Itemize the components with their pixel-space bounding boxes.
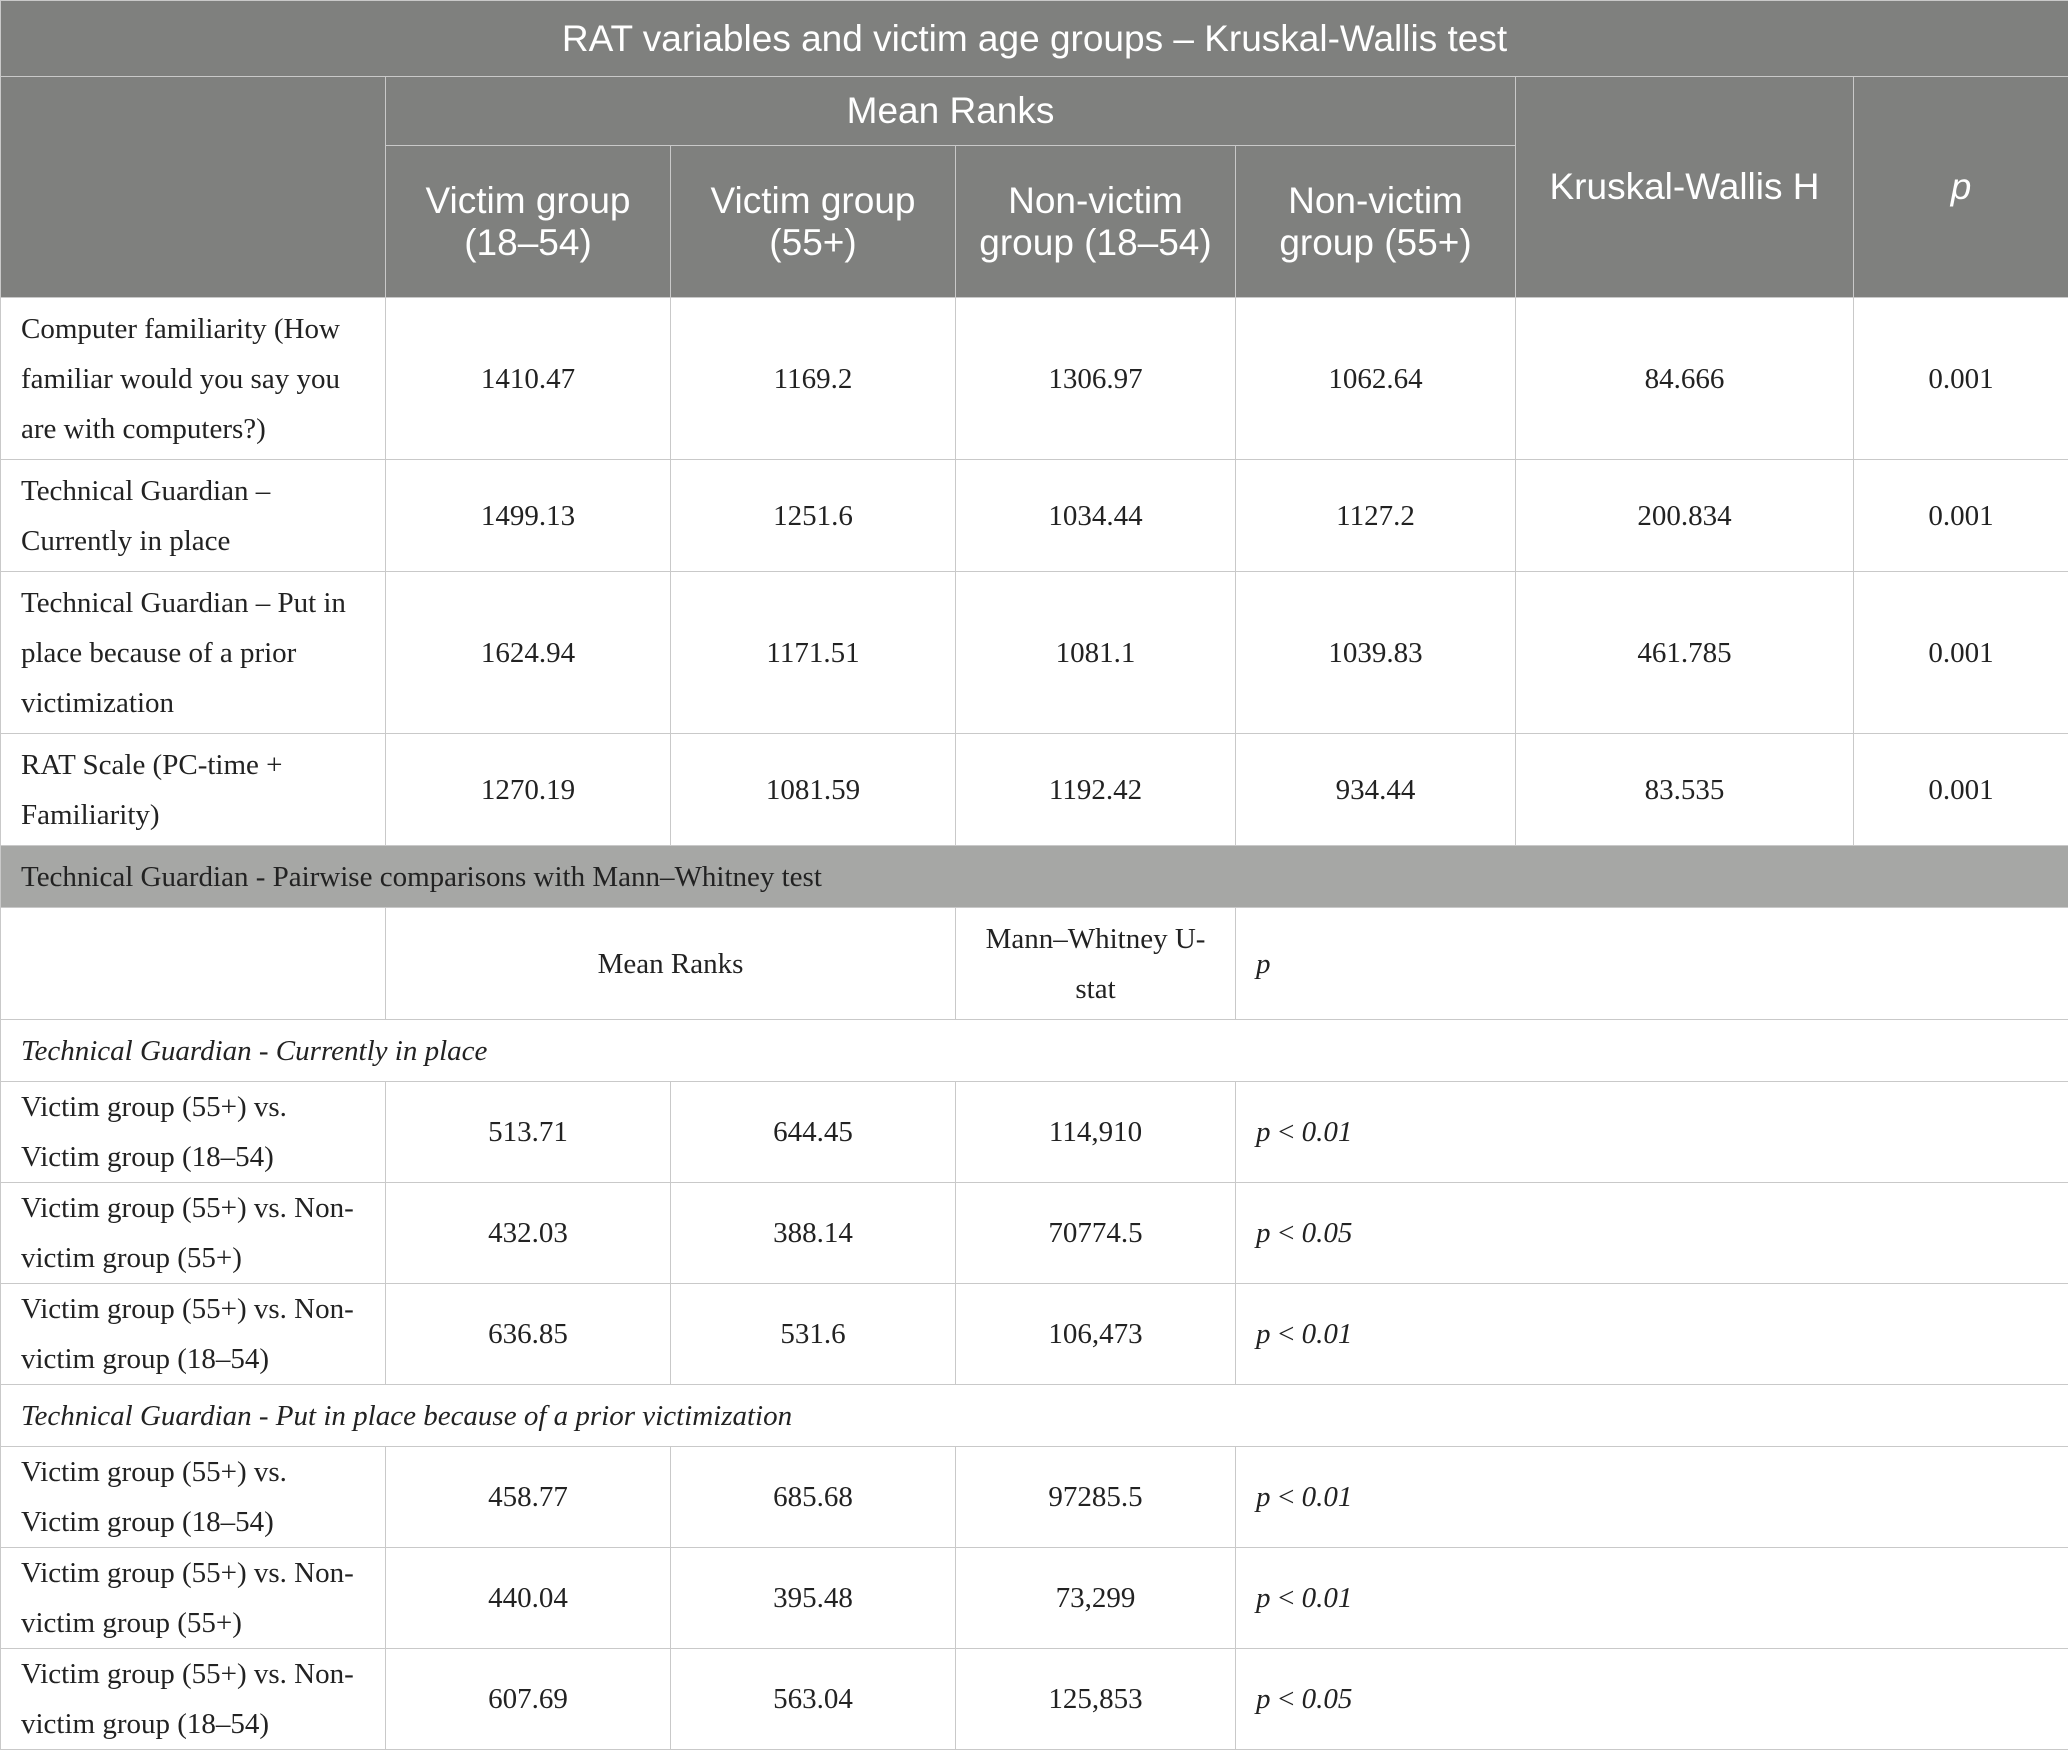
row-label: Victim group (55+) vs. Non-victim group (18–54) xyxy=(1,1649,386,1750)
cell-victim-55: 1251.6 xyxy=(671,460,956,572)
cell-p: p < 0.01 xyxy=(1236,1548,2068,1649)
cell-nonvictim-18-54: 1306.97 xyxy=(956,298,1236,460)
cell-u-stat: 114,910 xyxy=(956,1082,1236,1183)
pairwise-header-p: p xyxy=(1236,908,2068,1020)
cell-p: p < 0.05 xyxy=(1236,1649,2068,1750)
header-row-mean-ranks xyxy=(1,77,2068,146)
pairwise-header-u-stat: Mann–Whitney U-stat xyxy=(956,908,1236,1020)
cell-kw-h: 84.666 xyxy=(1516,298,1854,460)
row-label: Technical Guardian – Currently in place xyxy=(1,460,386,572)
cell-victim-18-54: 1410.47 xyxy=(386,298,671,460)
cell-p: 0.001 xyxy=(1854,460,2068,572)
cell-mean-rank-2: 395.48 xyxy=(671,1548,956,1649)
cell-mean-rank-1: 607.69 xyxy=(386,1649,671,1750)
pairwise-subtitle-row xyxy=(1,1020,2068,1082)
pairwise-header-mean-ranks: Mean Ranks xyxy=(386,908,956,1020)
table-row xyxy=(1,1649,2068,1750)
header-kruskal-wallis-h: Kruskal-Wallis H xyxy=(1516,77,1854,298)
cell-p: 0.001 xyxy=(1854,298,2068,460)
cell-kw-h: 200.834 xyxy=(1516,460,1854,572)
header-col-victim-55: Victim group (55+) xyxy=(671,146,956,298)
cell-p: p < 0.01 xyxy=(1236,1447,2068,1548)
row-label: Victim group (55+) vs. Non-victim group (55+) xyxy=(1,1548,386,1649)
cell-p: 0.001 xyxy=(1854,572,2068,734)
cell-nonvictim-18-54: 1192.42 xyxy=(956,734,1236,846)
cell-mean-rank-2: 388.14 xyxy=(671,1183,956,1284)
row-label: Technical Guardian – Put in place because of a prior victimization xyxy=(1,572,386,734)
table-row xyxy=(1,1183,2068,1284)
cell-nonvictim-55: 1062.64 xyxy=(1236,298,1516,460)
cell-victim-55: 1081.59 xyxy=(671,734,956,846)
cell-mean-rank-1: 636.85 xyxy=(386,1284,671,1385)
cell-mean-rank-1: 440.04 xyxy=(386,1548,671,1649)
cell-u-stat: 106,473 xyxy=(956,1284,1236,1385)
header-mean-ranks: Mean Ranks xyxy=(386,77,1516,146)
row-label: Victim group (55+) vs. Victim group (18–54) xyxy=(1,1447,386,1548)
cell-mean-rank-1: 513.71 xyxy=(386,1082,671,1183)
table-row xyxy=(1,460,2068,572)
row-label: RAT Scale (PC-time + Familiarity) xyxy=(1,734,386,846)
cell-nonvictim-18-54: 1034.44 xyxy=(956,460,1236,572)
cell-p: p < 0.01 xyxy=(1236,1284,2068,1385)
cell-nonvictim-55: 1127.2 xyxy=(1236,460,1516,572)
cell-mean-rank-2: 563.04 xyxy=(671,1649,956,1750)
cell-nonvictim-55: 934.44 xyxy=(1236,734,1516,846)
table-row xyxy=(1,1284,2068,1385)
cell-u-stat: 70774.5 xyxy=(956,1183,1236,1284)
table-row xyxy=(1,298,2068,460)
cell-victim-18-54: 1499.13 xyxy=(386,460,671,572)
row-label: Victim group (55+) vs. Non-victim group (18–54) xyxy=(1,1284,386,1385)
table-row xyxy=(1,1548,2068,1649)
header-col-victim-18-54: Victim group (18–54) xyxy=(386,146,671,298)
cell-victim-18-54: 1624.94 xyxy=(386,572,671,734)
cell-u-stat: 73,299 xyxy=(956,1548,1236,1649)
cell-mean-rank-2: 531.6 xyxy=(671,1284,956,1385)
cell-victim-55: 1171.51 xyxy=(671,572,956,734)
pairwise-subtitle-row xyxy=(1,1385,2068,1447)
cell-mean-rank-1: 458.77 xyxy=(386,1447,671,1548)
pairwise-header-empty xyxy=(1,908,386,1020)
table-row xyxy=(1,734,2068,846)
row-label: Victim group (55+) vs. Non-victim group (55+) xyxy=(1,1183,386,1284)
row-label: Computer familiarity (How familiar would you say you are with computers?) xyxy=(1,298,386,460)
pairwise-subtitle: Technical Guardian - Put in place because of a prior victimization xyxy=(1,1385,2068,1447)
cell-mean-rank-1: 432.03 xyxy=(386,1183,671,1284)
cell-p: 0.001 xyxy=(1854,734,2068,846)
cell-p: p < 0.05 xyxy=(1236,1183,2068,1284)
cell-victim-55: 1169.2 xyxy=(671,298,956,460)
cell-mean-rank-2: 644.45 xyxy=(671,1082,956,1183)
table-row xyxy=(1,1447,2068,1548)
table-title: RAT variables and victim age groups – Kruskal-Wallis test xyxy=(1,1,2068,77)
header-p: p xyxy=(1854,77,2068,298)
row-label: Victim group (55+) vs. Victim group (18–54) xyxy=(1,1082,386,1183)
cell-kw-h: 83.535 xyxy=(1516,734,1854,846)
pairwise-header-row xyxy=(1,908,2068,1020)
header-col-nonvictim-18-54: Non-victim group (18–54) xyxy=(956,146,1236,298)
cell-nonvictim-55: 1039.83 xyxy=(1236,572,1516,734)
header-col-nonvictim-55: Non-victim group (55+) xyxy=(1236,146,1516,298)
table-title-row xyxy=(1,1,2068,77)
header-empty-cell xyxy=(1,77,386,298)
pairwise-subtitle: Technical Guardian - Currently in place xyxy=(1,1020,2068,1082)
cell-nonvictim-18-54: 1081.1 xyxy=(956,572,1236,734)
cell-u-stat: 97285.5 xyxy=(956,1447,1236,1548)
cell-victim-18-54: 1270.19 xyxy=(386,734,671,846)
cell-mean-rank-2: 685.68 xyxy=(671,1447,956,1548)
cell-kw-h: 461.785 xyxy=(1516,572,1854,734)
pairwise-section-title: Technical Guardian - Pairwise comparisons with Mann–Whitney test xyxy=(1,846,2068,908)
cell-u-stat: 125,853 xyxy=(956,1649,1236,1750)
cell-p: p < 0.01 xyxy=(1236,1082,2068,1183)
table-row xyxy=(1,1082,2068,1183)
pairwise-section-row xyxy=(1,846,2068,908)
table-row xyxy=(1,572,2068,734)
